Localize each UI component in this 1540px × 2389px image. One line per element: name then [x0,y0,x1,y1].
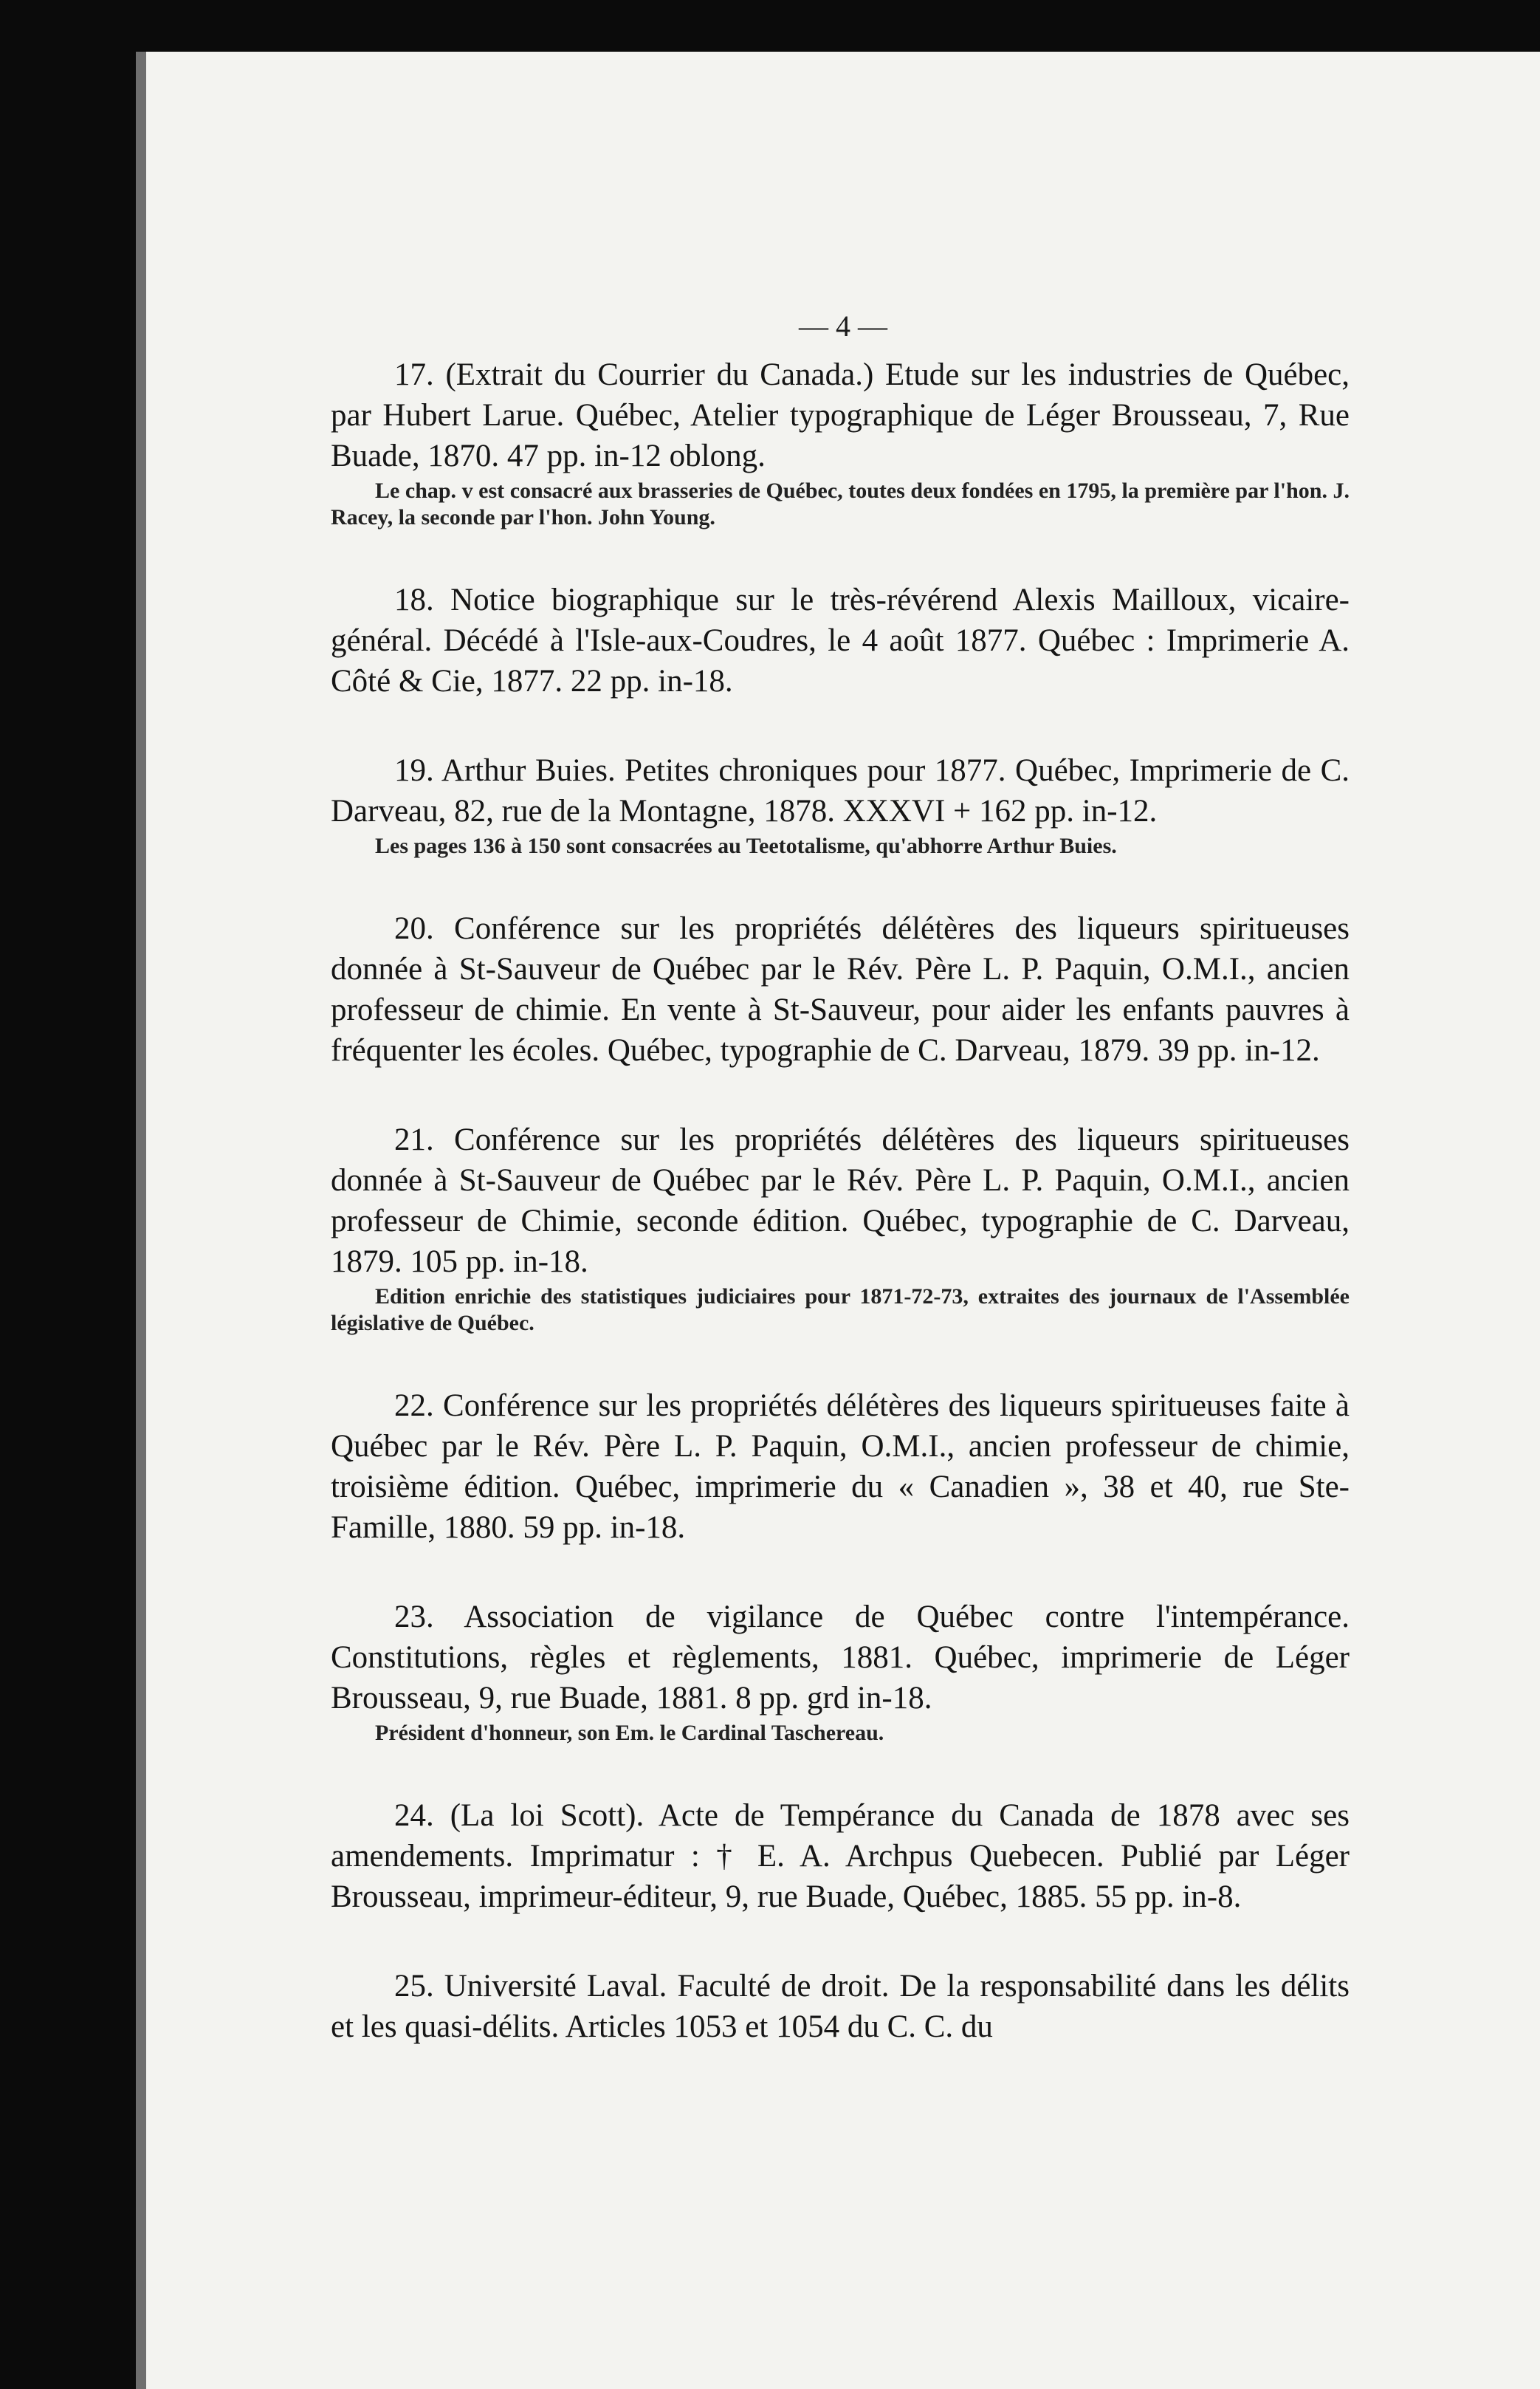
entry-text: 20. Conférence sur les propriétés délétères des liqueurs spiritueuses donnée à St-Sauveur de Québec par le Rév. Père L. P. Paquin, O.M.I., ancien professeur de chimie. En vente à St-Sauveur, pour aider les enfants pauvres à fréquenter les écoles. Québec, typographie de C. Darveau, 1879. 39 pp. in-12. [331,911,1350,1068]
entry-23 [331,1597,1350,1747]
page-number: — 4 — [799,309,887,343]
entry-17 [331,354,1350,531]
entry-note: Président d'honneur, son Em. le Cardinal Taschereau. [375,1721,884,1745]
bibliography-entries [331,354,1350,2047]
entry-text: 18. Notice biographique sur le très-révérend Alexis Mailloux, vicaire-général. Décédé à l'Isle-aux-Coudres, le 4 août 1877. Québec : Imprimerie A. Côté & Cie, 1877. 22 pp. in-18. [331,583,1350,699]
entry-note: Le chap. v est consacré aux brasseries de Québec, toutes deux fondées en 1795, la première par l'hon. J. Racey, la seconde par l'hon. John Young. [331,479,1350,529]
entry-text: 19. Arthur Buies. Petites chroniques pour 1877. Québec, Imprimerie de C. Darveau, 82, rue de la Montagne, 1878. XXXVI + 162 pp. in-12. [331,753,1350,829]
entry-22 [331,1385,1350,1548]
entry-24 [331,1795,1350,1917]
entry-text: 23. Association de vigilance de Québec contre l'intempérance. Constitutions, règles et règlements, 1881. Québec, imprimerie de Léger Brousseau, 9, rue Buade, 1881. 8 pp. grd in-18. [331,1600,1350,1716]
entry-note: Les pages 136 à 150 sont consacrées au Teetotalisme, qu'abhorre Arthur Buies. [375,834,1117,858]
document-page [146,52,1540,2389]
entry-25 [331,1966,1350,2047]
entry-text: 24. (La loi Scott). Acte de Tempérance du Canada de 1878 avec ses amendements. Imprimatur : † E. A. Archpus Quebecen. Publié par Léger Brousseau, imprimeur-éditeur, 9, rue Buade, Québec, 1885. 55 pp. in-8. [331,1798,1350,1914]
entry-text: 17. (Extrait du Courrier du Canada.) Etude sur les industries de Québec, par Hubert Larue. Québec, Atelier typographique de Léger Brousseau, 7, Rue Buade, 1870. 47 pp. in-12 oblong. [331,357,1350,473]
entry-21 [331,1120,1350,1337]
scan-edge [136,52,146,2389]
entry-text: 21. Conférence sur les propriétés délétères des liqueurs spiritueuses donnée à St-Sauveur de Québec par le Rév. Père L. P. Paquin, O.M.I., ancien professeur de Chimie, seconde édition. Québec, typographie de C. Darveau, 1879. 105 pp. in-18. [331,1122,1350,1279]
entry-note: Edition enrichie des statistiques judiciaires pour 1871-72-73, extraites des journaux de l'Assemblée législative de Québec. [331,1284,1350,1335]
entry-text: 22. Conférence sur les propriétés délétères des liqueurs spiritueuses faite à Québec par le Rév. Père L. P. Paquin, O.M.I., ancien professeur de chimie, troisième édition. Québec, imprimerie du « Canadien », 38 et 40, rue Ste-Famille, 1880. 59 pp. in-18. [331,1388,1350,1545]
entry-18 [331,580,1350,702]
entry-19 [331,750,1350,860]
entry-text: 25. Université Laval. Faculté de droit. De la responsabilité dans les délits et les quasi-délits. Articles 1053 et 1054 du C. C. du [331,1969,1350,2044]
entry-20 [331,908,1350,1071]
